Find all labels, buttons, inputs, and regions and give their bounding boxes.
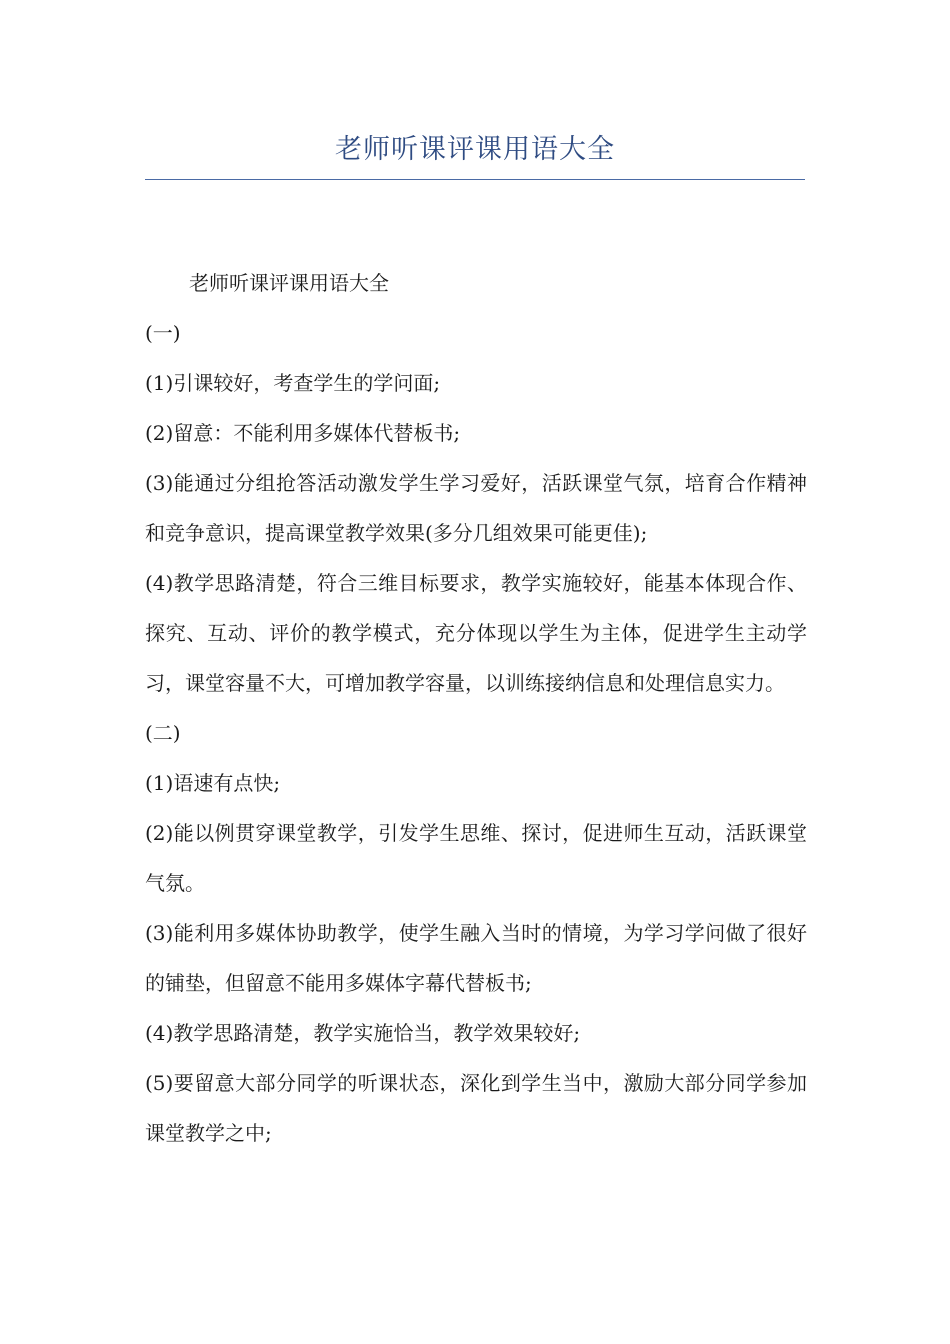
- section-heading-2: (二): [145, 721, 181, 745]
- paragraph: (4)教学思路清楚，符合三维目标要求，教学实施较好，能基本体现合作、探究、互动、评价的教学模式，充分体现以学生为主体，促进学生主动学习，课堂容量不大，可增加教学容量，以训练接纳信息和处理信息实力。: [145, 571, 807, 695]
- document-title: 老师听课评课用语大全: [335, 134, 615, 165]
- paragraph: (2)留意：不能利用多媒体代替板书;: [145, 421, 461, 445]
- paragraph: (1)引课较好，考查学生的学问面;: [145, 371, 441, 395]
- paragraph: (3)能通过分组抢答活动激发学生学习爱好，活跃课堂气氛，培育合作精神和竞争意识，提高课堂教学效果(多分几组效果可能更佳);: [145, 471, 807, 545]
- document-body: [145, 258, 807, 1158]
- intro-heading: 老师听课评课用语大全: [189, 271, 389, 295]
- section-heading-1: (一): [145, 321, 181, 345]
- paragraph: (3)能利用多媒体协助教学，使学生融入当时的情境，为学习学问做了很好的铺垫，但留意不能用多媒体字幕代替板书;: [145, 921, 807, 995]
- paragraph: (5)要留意大部分同学的听课状态，深化到学生当中，激励大部分同学参加课堂教学之中;: [145, 1071, 807, 1145]
- paragraph: (2)能以例贯穿课堂教学，引发学生思维、探讨，促进师生互动，活跃课堂气氛。: [145, 821, 807, 895]
- title-divider: [145, 179, 805, 180]
- paragraph: (1)语速有点快;: [145, 771, 281, 795]
- paragraph: (4)教学思路清楚，教学实施恰当，教学效果较好;: [145, 1021, 581, 1045]
